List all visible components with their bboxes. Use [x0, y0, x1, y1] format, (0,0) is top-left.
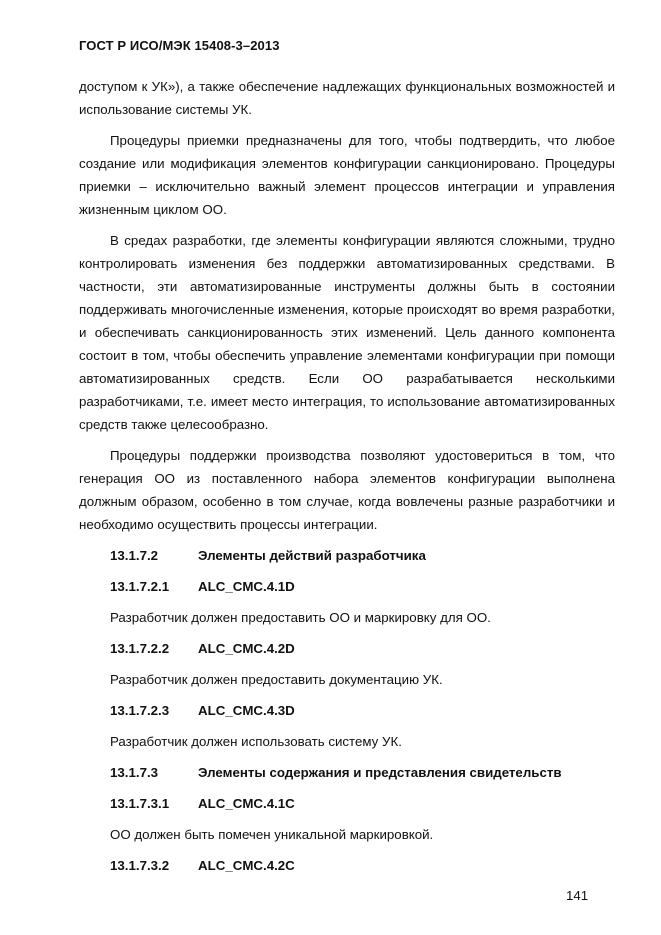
section-number: 13.1.7.3 — [110, 765, 159, 780]
element-id: ALC_CMC.4.3D — [198, 703, 295, 718]
body-text — [79, 75, 615, 885]
paragraph: Процедуры поддержки производства позволяют удостовериться в том, что генерация ОО из поставленного набора элементов конфигурации выполнена должным образом, особенно в том случае, когда вовлечены разные разработчики и необходимо осуществить процессы интеграции. — [79, 448, 615, 532]
element-id: ALC_CMC.4.1D — [198, 579, 295, 594]
section-number: 13.1.7.3.2 — [110, 858, 170, 873]
section-heading — [110, 761, 615, 784]
element-id: ALC_CMC.4.1C — [198, 796, 295, 811]
section-heading — [110, 544, 615, 567]
section-number: 13.1.7.2 — [110, 548, 159, 563]
section-number: 13.1.7.2.2 — [110, 641, 170, 656]
page-number: 141 — [566, 888, 589, 903]
element-text: Разработчик должен предоставить ОО и маркировку для ОО. — [110, 610, 491, 625]
element-text: Разработчик должен предоставить документацию УК. — [110, 672, 443, 687]
element-id: ALC_CMC.4.2D — [198, 641, 295, 656]
section-title: Элементы действий разработчика — [198, 548, 426, 563]
standard-header: ГОСТ Р ИСО/МЭК 15408-3–2013 — [79, 38, 280, 53]
section-number: 13.1.7.3.1 — [110, 796, 170, 811]
section-title: Элементы содержания и представления свидетельств — [198, 765, 562, 780]
element-heading — [110, 792, 615, 815]
element-heading — [110, 637, 615, 660]
element-id: ALC_CMC.4.2C — [198, 858, 295, 873]
element-heading — [110, 699, 615, 722]
section-number: 13.1.7.2.3 — [110, 703, 170, 718]
paragraph: В средах разработки, где элементы конфигурации являются сложными, трудно контролировать изменения без поддержки автоматизированных средствами. В частности, эти автоматизированные инструменты должны быть в состоянии поддерживать многочисленные изменения, которые происходят во время разработки, и обеспечивать санкционированность этих изменений. Цель данного компонента состоит в том, чтобы обеспечить управление элементами конфигурации при помощи автоматизированных средств. Если ОО разрабатывается несколькими разработчиками, т.е. имеет место интеграция, то использование автоматизированных средств также целесообразно. — [79, 233, 615, 432]
paragraph: Процедуры приемки предназначены для того, чтобы подтвердить, что любое создание или модификация элементов конфигурации санкционировано. Процедуры приемки – исключительно важный элемент процессов интеграции и управления жизненным циклом ОО. — [79, 133, 615, 217]
element-text: Разработчик должен использовать систему УК. — [110, 734, 402, 749]
element-heading — [110, 575, 615, 598]
element-text: ОО должен быть помечен уникальной маркировкой. — [110, 827, 434, 842]
paragraph: доступом к УК»), а также обеспечение надлежащих функциональных возможностей и использование системы УК. — [79, 79, 615, 117]
section-number: 13.1.7.2.1 — [110, 579, 170, 594]
element-heading — [110, 854, 615, 877]
